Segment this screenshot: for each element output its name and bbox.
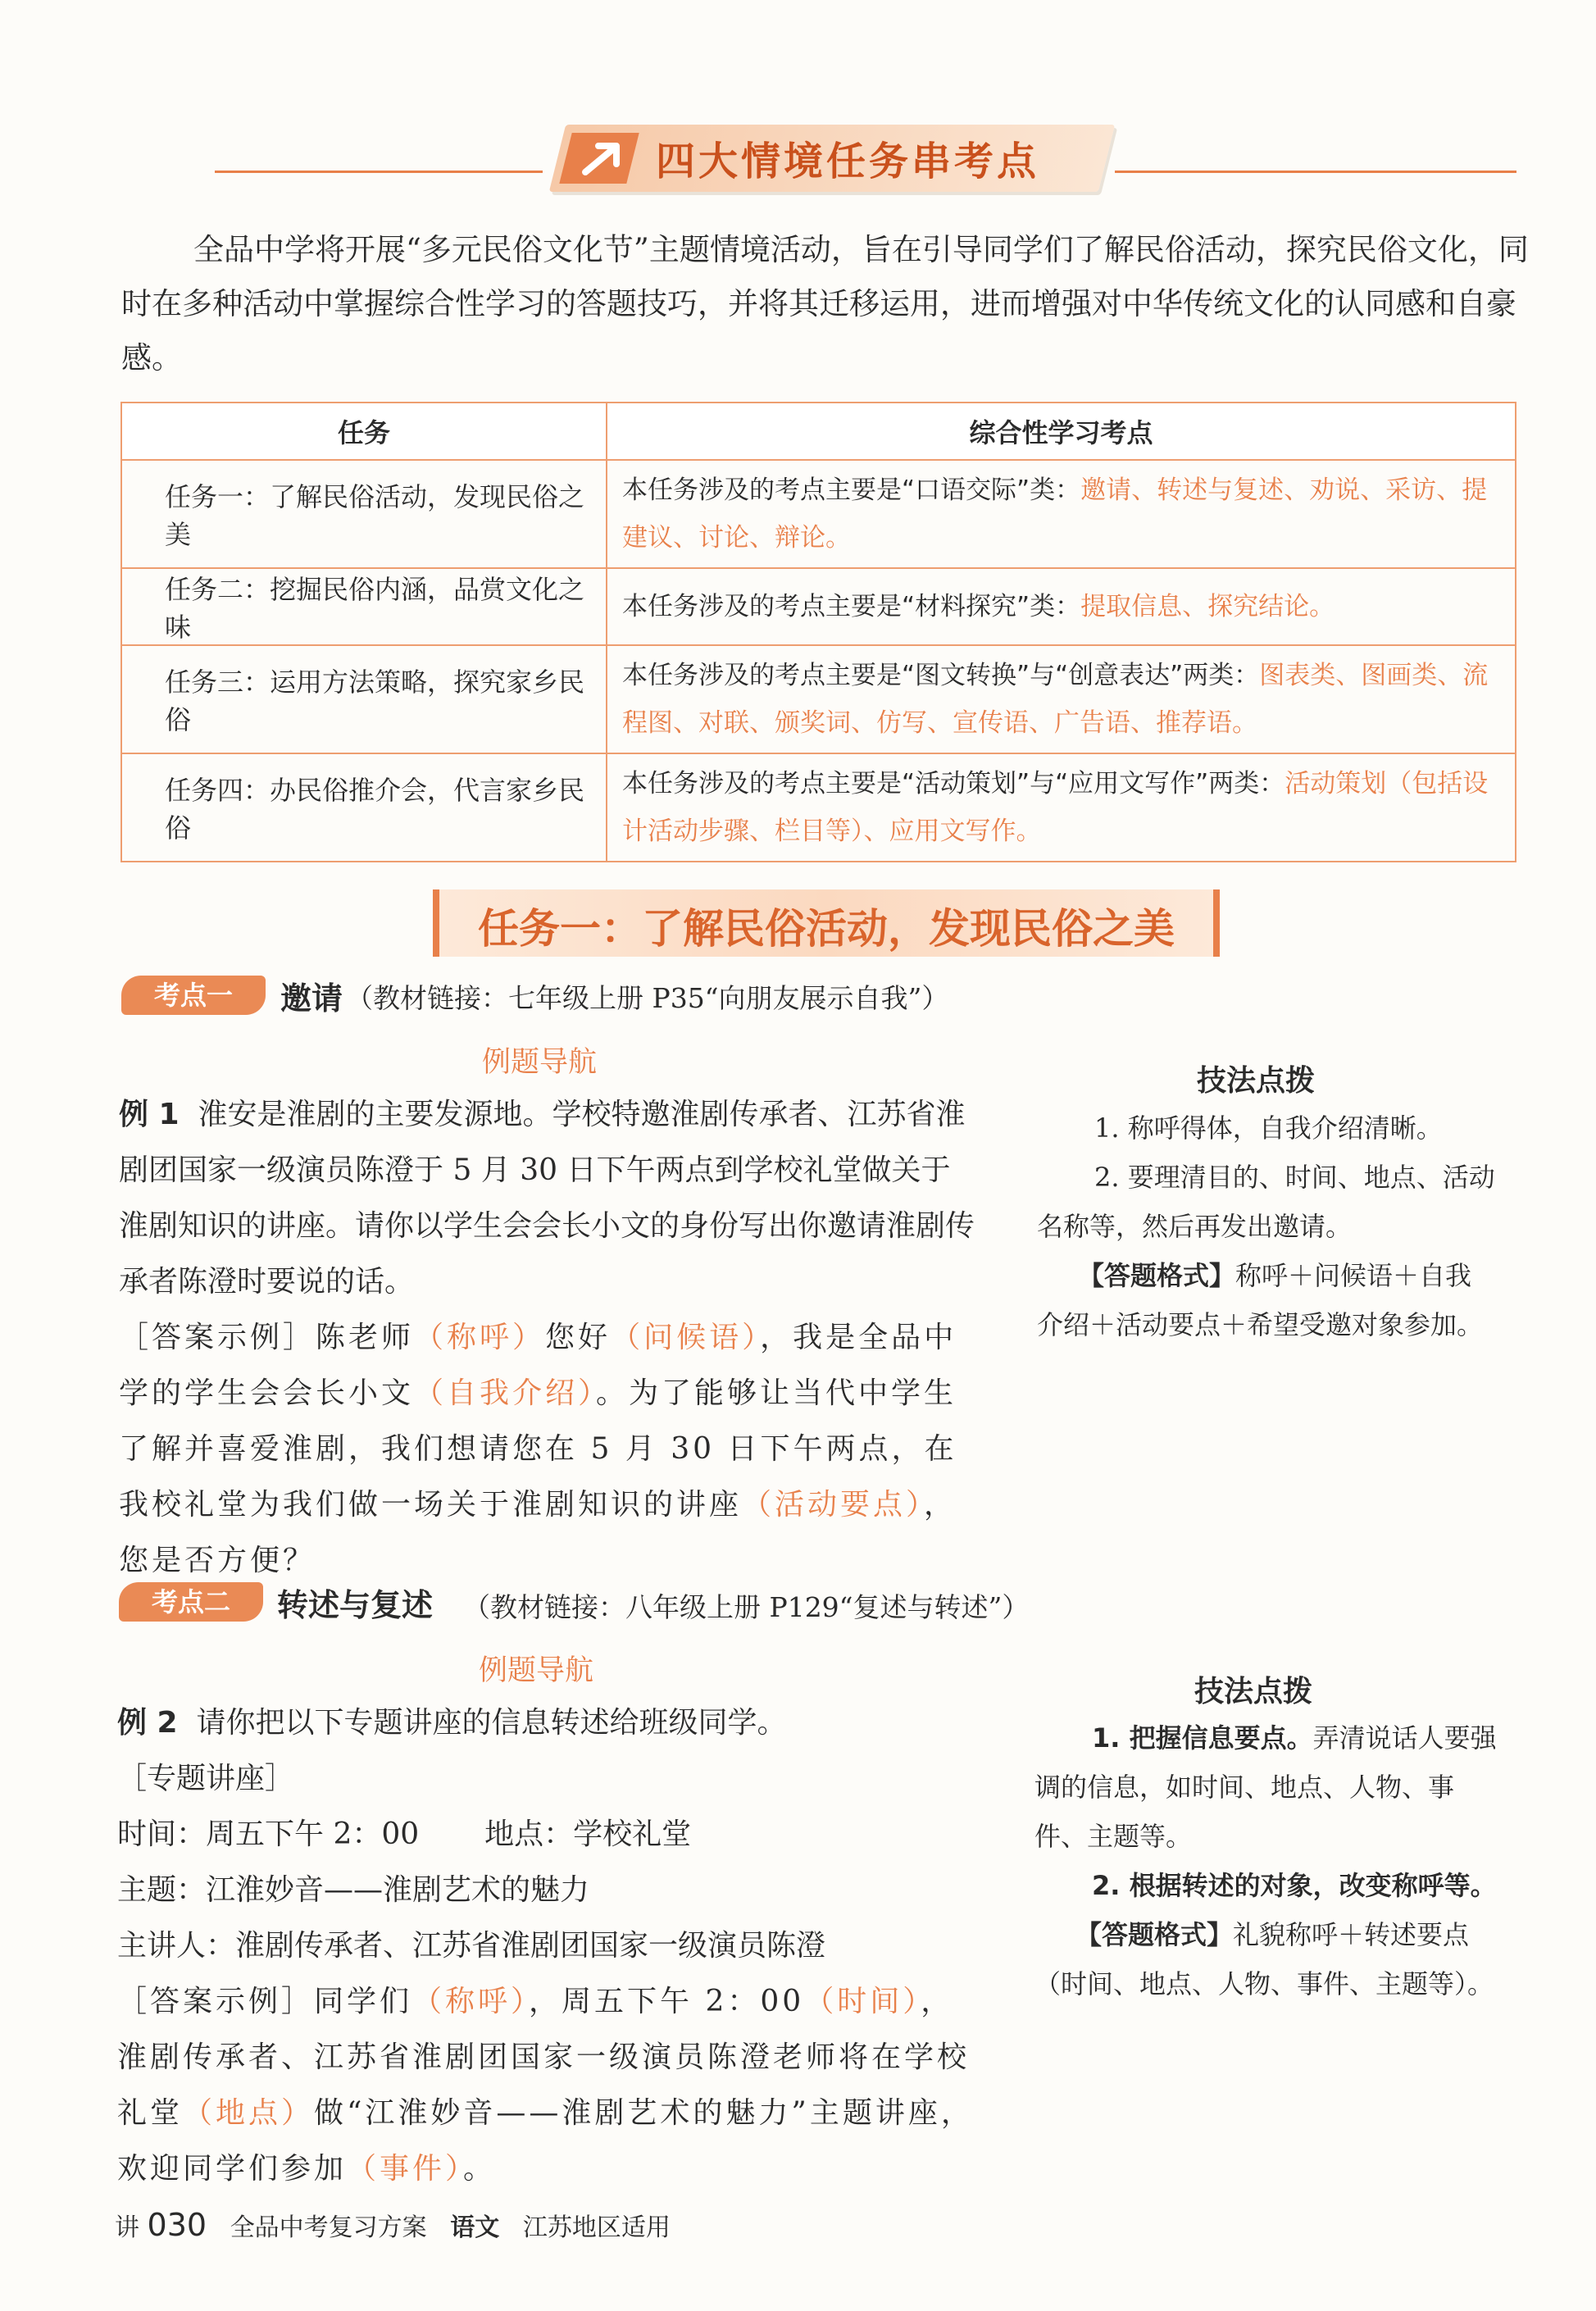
skill-item: 2. 要理清目的、时间、地点、活动名称等，然后再发出邀请。 (1037, 1162, 1495, 1242)
answer-format (1034, 1910, 1498, 2008)
points-list: 提取信息、探究结论。 (1080, 592, 1335, 621)
example-1 (119, 1087, 975, 1310)
textbook-link: （教材链接：七年级上册 P35“向朋友展示自我”） (346, 982, 949, 1014)
intro-paragraph (121, 223, 1531, 385)
points-prefix: 本任务涉及的考点主要是“活动策划”与“应用文写作”两类： (622, 769, 1285, 798)
textbook-link: （教材链接：八年级上册 P129“复述与转述”） (463, 1591, 1030, 1623)
table-row (121, 568, 1516, 645)
kaodian-name: 转述与复述 (277, 1587, 434, 1623)
footer-prefix: 讲 (115, 2213, 139, 2242)
example-2 (117, 1695, 974, 1751)
format-text: 礼貌称呼＋转述要点（时间、地点、人物、事件、主题等）。 (1034, 1919, 1494, 1999)
table-row (121, 460, 1516, 568)
intro-text: 全品中学将开展“多元民俗文化节”主题情境活动，旨在引导同学们了解民俗活动，探究民俗文化，同时在多种活动中掌握综合性学习的答题技巧，并将其迁移运用，进而增强对中华传统文化的认同感和自豪感。 (121, 232, 1529, 375)
task-cell: 任务三：运用方法策略，探究家乡民俗 (121, 645, 607, 753)
points-list: 活动策划（包括设计活动步骤、栏目等）、应用文写作。 (622, 769, 1489, 846)
header-rule-left (215, 171, 543, 173)
page-number: 030 (147, 2207, 207, 2243)
answer-2: ［答案示例］同学们（称呼），周五下午 2：00（时间），淮剧传承者、江苏省淮剧团国家一级演员陈澄老师将在学校礼堂（地点）做“江淮妙音——淮剧艺术的魅力”主题讲座，欢迎同学们参加（事件）。 (117, 1985, 974, 2186)
header-task: 任务 (121, 403, 607, 460)
subject: 语文 (450, 2213, 500, 2242)
table-row (121, 753, 1516, 862)
book-title: 全品中考复习方案 (230, 2213, 427, 2242)
answer-format (1037, 1251, 1496, 1349)
points-prefix: 本任务涉及的考点主要是“材料探究”类： (622, 592, 1081, 621)
task-cell: 任务四：办民俗推介会，代言家乡民俗 (121, 753, 607, 862)
lecture-place: 地点：学校礼堂 (484, 1817, 692, 1851)
lecture-time: 时间：周五下午 2：00 (117, 1817, 420, 1851)
table-header-row (121, 403, 1516, 460)
skill-tips-1 (1037, 1103, 1496, 1349)
example-label: 例 1 (119, 1098, 180, 1131)
section-heading (433, 889, 1220, 957)
page-title: 四大情境任务串考点 (656, 139, 1040, 184)
points-prefix: 本任务涉及的考点主要是“口语交际”类： (622, 475, 1081, 505)
skill-tips-2 (1034, 1713, 1498, 2008)
example-1-block (119, 1087, 975, 1589)
example-guide-label: 例题导航 (482, 1046, 598, 1079)
arrow-up-right-icon (574, 136, 631, 180)
example-2-block (117, 1695, 974, 2197)
kaodian-tag: 考点二 (119, 1582, 263, 1622)
points-list: 图表类、图画类、流程图、对联、颁奖词、仿写、宣传语、广告语、推荐语。 (622, 661, 1489, 738)
skill-item: 1. 把握信息要点。弄清说话人要强调的信息，如时间、地点、人物、事件、主题等。 (1034, 1722, 1497, 1852)
header-rule-right (1115, 171, 1516, 173)
format-label: 【答题格式】 (1075, 1919, 1234, 1950)
lecture-speaker: 主讲人：淮剧传承者、江苏省淮剧团国家一级演员陈澄 (117, 1929, 826, 1963)
skill-tips-title: 技法点拨 (1194, 1675, 1313, 1708)
example-text: 请你把以下专题讲座的信息转述给班级同学。 (196, 1706, 787, 1740)
kaodian-name: 邀请 (280, 980, 343, 1017)
task-cell: 任务二：挖掘民俗内涵，品赏文化之味 (121, 568, 607, 645)
task-table (120, 402, 1516, 862)
section-title: 任务一：了解民俗活动，发现民俗之美 (478, 905, 1175, 953)
points-prefix: 本任务涉及的考点主要是“图文转换”与“创意表达”两类： (622, 661, 1260, 690)
answer-label: ［答案示例］ (117, 1985, 315, 2018)
lecture-label: ［专题讲座］ (117, 1762, 295, 1795)
answer-1: ［答案示例］陈老师（称呼）您好（问候语），我是全品中学的学生会会长小文（自我介绍）。为了能够让当代中学生了解并喜爱淮剧，我们想请您在 5 月 30 日下午两点，在我校礼堂为我们做一场关于淮剧知识的讲座（活动要点），您是否方便？ (119, 1321, 957, 1577)
task-cell: 任务一：了解民俗活动，发现民俗之美 (121, 460, 607, 568)
page-footer (115, 2207, 671, 2243)
kaodian-tag: 考点一 (121, 976, 266, 1015)
format-label: 【答题格式】 (1078, 1260, 1236, 1291)
lecture-theme: 主题：江淮妙音——淮剧艺术的魅力 (117, 1873, 590, 1907)
skill-tips-title: 技法点拨 (1197, 1064, 1316, 1098)
skill-item: 2. 根据转述的对象，改变称呼等。 (1092, 1870, 1497, 1901)
points-cell (607, 645, 1516, 753)
region: 江苏地区适用 (522, 2213, 671, 2242)
example-guide-label: 例题导航 (479, 1654, 594, 1687)
points-cell (607, 568, 1516, 645)
header-points: 综合性学习考点 (607, 403, 1516, 460)
lecture-time-place (117, 1807, 974, 1863)
example-label: 例 2 (117, 1706, 178, 1740)
example-text: 淮安是淮剧的主要发源地。学校特邀淮剧传承者、江苏省淮剧团国家一级演员陈澄于 5 月 30 日下午两点到学校礼堂做关于淮剧知识的讲座。请你以学生会会长小文的身份写出你邀请淮剧传承者陈澄时要说的话。 (119, 1098, 975, 1299)
points-cell (607, 460, 1516, 568)
points-cell (607, 753, 1516, 862)
format-text: 称呼＋问候语＋自我介绍＋活动要点＋希望受邀对象参加。 (1037, 1260, 1484, 1340)
skill-item: 1. 称呼得体，自我介绍清晰。 (1094, 1112, 1443, 1144)
answer-label: ［答案示例］ (119, 1321, 316, 1354)
points-list: 邀请、转述与复述、劝说、采访、提建议、讨论、辩论。 (622, 475, 1488, 553)
table-row (121, 645, 1516, 753)
